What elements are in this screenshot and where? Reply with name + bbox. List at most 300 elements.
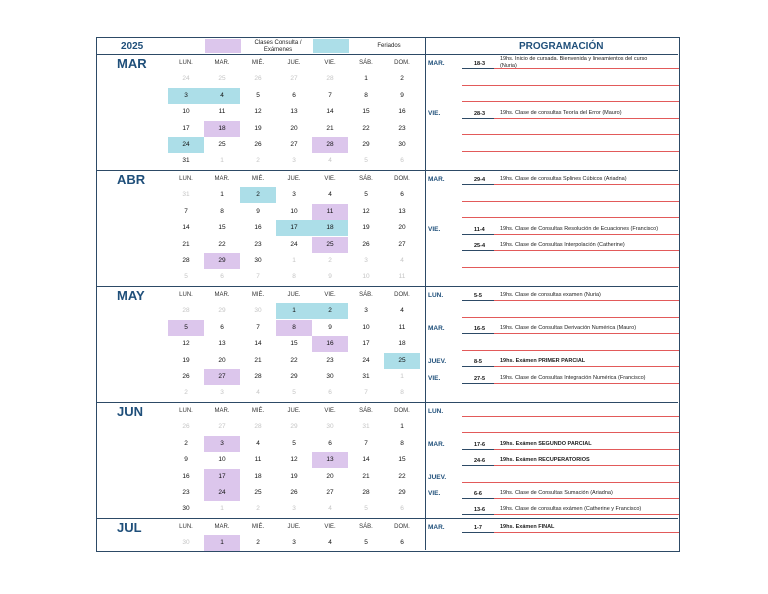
day-cell[interactable]: 3 xyxy=(364,257,368,264)
program-rule xyxy=(462,366,679,367)
program-rule xyxy=(462,300,679,301)
day-cell[interactable]: 29 xyxy=(290,423,298,431)
program-rule xyxy=(462,482,679,483)
day-cell[interactable]: 31 xyxy=(362,423,370,431)
weekday-header: SÁB. xyxy=(359,408,373,414)
day-cell[interactable]: 2 xyxy=(256,539,260,547)
day-cell[interactable]: 14 xyxy=(362,456,370,464)
program-day-label: MAR. xyxy=(428,440,445,448)
program-rule xyxy=(462,333,679,334)
year-label: 2025 xyxy=(121,41,144,52)
day-cell[interactable]: 1 xyxy=(276,303,312,319)
day-cell[interactable]: 24 xyxy=(290,240,298,248)
weekday-header: DOM. xyxy=(394,60,410,66)
day-cell[interactable]: 5 xyxy=(364,157,368,165)
day-cell[interactable]: 5 xyxy=(168,320,204,336)
day-cell[interactable]: 7 xyxy=(256,323,260,331)
program-rule xyxy=(462,465,679,466)
program-rule xyxy=(462,514,679,515)
program-day-label: JUEV. xyxy=(428,473,447,481)
weekday-header: JUE. xyxy=(287,292,301,298)
program-day-label: JUEV. xyxy=(428,358,447,366)
program-rule xyxy=(462,134,679,135)
day-cell[interactable]: 17 xyxy=(204,469,240,485)
day-cell[interactable]: 3 xyxy=(292,157,296,165)
day-cell[interactable]: 25 xyxy=(384,353,420,369)
day-cell[interactable]: 29 xyxy=(290,373,298,380)
day-cell[interactable]: 1 xyxy=(400,373,404,380)
program-rule xyxy=(462,449,679,450)
weekday-header: MAR. xyxy=(214,292,230,298)
day-cell[interactable]: 28 xyxy=(326,75,334,83)
program-entry-text[interactable]: 19hs. Clase de consultas Teoría del Error (Mauro) xyxy=(500,109,622,116)
day-cell[interactable]: 12 xyxy=(362,207,370,215)
weekday-header: MIÉ. xyxy=(251,408,265,414)
day-cell[interactable]: 4 xyxy=(400,307,404,315)
day-cell[interactable]: 28 xyxy=(362,489,370,496)
program-date-underline xyxy=(462,366,494,367)
day-cell[interactable]: 6 xyxy=(328,389,332,397)
day-cell[interactable]: 2 xyxy=(312,303,348,319)
program-title: PROGRAMACIÓN xyxy=(519,41,604,52)
program-day-label: VIE. xyxy=(428,490,441,497)
day-cell[interactable]: 20 xyxy=(326,472,334,480)
day-cell[interactable]: 6 xyxy=(292,91,296,99)
month-name-may: MAY xyxy=(117,288,145,303)
weekday-header: MIÉ. xyxy=(251,524,265,530)
day-cell[interactable]: 13 xyxy=(398,207,406,215)
day-cell[interactable]: 1 xyxy=(292,257,296,264)
day-cell[interactable]: 26 xyxy=(182,423,190,431)
day-cell[interactable]: 30 xyxy=(254,257,262,264)
weekday-header: DOM. xyxy=(394,524,410,530)
program-entry-date: 5-5 xyxy=(474,293,482,299)
program-rule xyxy=(462,267,679,268)
program-rule xyxy=(462,85,679,86)
day-cell[interactable]: 26 xyxy=(254,75,262,83)
day-cell[interactable]: 17 xyxy=(182,124,190,132)
day-cell[interactable]: 17 xyxy=(276,220,312,236)
weekday-header: VIE. xyxy=(324,60,336,66)
weekday-header: DOM. xyxy=(394,292,410,298)
program-date-underline xyxy=(462,383,494,384)
program-date-underline xyxy=(462,449,494,450)
day-cell[interactable]: 29 xyxy=(218,307,226,315)
weekday-header: SÁB. xyxy=(359,176,373,182)
day-cell[interactable]: 16 xyxy=(312,336,348,352)
weekday-header: MAR. xyxy=(214,408,230,414)
day-cell[interactable]: 14 xyxy=(182,224,190,232)
day-cell[interactable]: 29 xyxy=(204,253,240,269)
program-rule xyxy=(462,416,679,417)
day-cell[interactable]: 25 xyxy=(254,489,262,496)
day-cell[interactable]: 8 xyxy=(400,389,404,397)
day-cell[interactable]: 30 xyxy=(182,539,190,547)
day-cell[interactable]: 23 xyxy=(398,124,406,132)
legend-classes-swatch xyxy=(205,39,241,53)
day-cell[interactable]: 23 xyxy=(254,240,262,248)
day-cell[interactable]: 3 xyxy=(292,191,296,199)
program-day-label: VIE. xyxy=(428,375,441,382)
day-cell[interactable]: 13 xyxy=(290,108,298,116)
program-entry-text[interactable]: 19hs. Clase de Consultas Sumación (Ariadna) xyxy=(500,490,613,496)
program-rule xyxy=(462,101,679,102)
weekday-header: VIE. xyxy=(324,408,336,414)
day-cell[interactable]: 7 xyxy=(256,273,260,281)
program-date-underline xyxy=(462,250,494,251)
month-name-jun: JUN xyxy=(117,404,144,419)
day-cell[interactable]: 13 xyxy=(218,340,226,348)
day-cell[interactable]: 15 xyxy=(398,456,406,464)
day-cell[interactable]: 23 xyxy=(182,489,190,496)
program-entry-text[interactable]: 19hs. Clase de Consultas Resolución de Ecuaciones (Francisco) xyxy=(500,225,659,232)
day-cell[interactable]: 2 xyxy=(184,439,188,447)
day-cell[interactable]: 4 xyxy=(400,257,404,264)
program-entry-date: 13-6 xyxy=(474,507,486,514)
day-cell[interactable]: 27 xyxy=(290,141,298,148)
legend-holidays-text: Feriados xyxy=(377,43,401,49)
program-entry-text[interactable]: 19hs. Clase de Consultas Integración Numérica (Francisco) xyxy=(500,375,646,381)
day-cell[interactable]: 5 xyxy=(184,273,188,281)
program-entry-text[interactable]: 19hs. Clase de Consultas Derivación Numérica (Mauro) xyxy=(500,325,637,332)
program-entry-date: 28-3 xyxy=(474,110,486,117)
day-cell[interactable]: 22 xyxy=(362,124,370,132)
day-cell[interactable]: 19 xyxy=(362,224,370,232)
weekday-header: SÁB. xyxy=(359,292,373,298)
program-date-underline xyxy=(462,234,494,235)
day-cell[interactable]: 19 xyxy=(254,124,262,132)
day-cell[interactable]: 5 xyxy=(364,539,368,547)
day-cell[interactable]: 12 xyxy=(254,108,262,116)
day-cell[interactable]: 6 xyxy=(400,505,404,513)
day-cell[interactable]: 26 xyxy=(254,141,262,148)
program-date-underline xyxy=(462,184,494,185)
day-cell[interactable]: 5 xyxy=(256,91,260,99)
day-cell[interactable]: 30 xyxy=(326,373,334,380)
program-date-underline xyxy=(462,498,494,499)
day-cell[interactable]: 11 xyxy=(218,108,226,116)
day-cell[interactable]: 3 xyxy=(220,389,224,397)
day-cell[interactable]: 9 xyxy=(400,91,404,99)
day-cell[interactable]: 6 xyxy=(400,157,404,165)
program-date-underline xyxy=(462,68,494,69)
day-cell[interactable]: 11 xyxy=(398,323,406,331)
day-cell[interactable]: 27 xyxy=(326,489,334,496)
calendar-sheet xyxy=(96,37,680,552)
program-rule xyxy=(462,383,679,384)
day-cell[interactable]: 27 xyxy=(204,369,240,385)
program-day-label: MAR. xyxy=(428,325,445,333)
day-cell[interactable]: 28 xyxy=(312,137,348,153)
day-cell[interactable]: 2 xyxy=(400,75,404,83)
program-entry-text[interactable]: 19hs. Clase de consultas exámen (Catherine y Francisco) xyxy=(500,506,642,513)
day-cell[interactable]: 16 xyxy=(182,472,190,480)
day-cell[interactable]: 6 xyxy=(220,323,224,331)
day-cell[interactable]: 29 xyxy=(398,489,406,496)
program-date-underline xyxy=(462,532,494,533)
center-divider xyxy=(425,38,426,550)
legend-holidays-swatch xyxy=(313,39,349,53)
day-cell[interactable]: 23 xyxy=(326,356,334,364)
weekday-header: SÁB. xyxy=(359,60,373,66)
weekday-header: VIE. xyxy=(324,524,336,530)
day-cell[interactable]: 29 xyxy=(362,141,370,148)
day-cell[interactable]: 19 xyxy=(182,356,190,364)
weekday-header: DOM. xyxy=(394,408,410,414)
weekday-header: JUE. xyxy=(287,408,301,414)
program-rule xyxy=(462,184,679,185)
day-cell[interactable]: 1 xyxy=(204,535,240,551)
program-day-label: VIE. xyxy=(428,109,441,117)
day-cell[interactable]: 18 xyxy=(254,472,262,480)
day-cell[interactable]: 9 xyxy=(328,273,332,281)
day-cell[interactable]: 7 xyxy=(364,439,368,447)
program-day-label: MAR. xyxy=(428,176,445,183)
program-rule xyxy=(462,217,679,218)
day-cell[interactable]: 19 xyxy=(290,472,298,480)
day-cell[interactable]: 1 xyxy=(364,75,368,83)
day-cell[interactable]: 9 xyxy=(256,207,260,215)
day-cell[interactable]: 2 xyxy=(256,505,260,513)
program-entry-date: 6-6 xyxy=(474,491,482,497)
day-cell[interactable]: 7 xyxy=(328,91,332,99)
program-entry-text-cont: (Nuria) xyxy=(500,63,517,69)
day-cell[interactable]: 24 xyxy=(362,356,370,364)
weekday-header: JUE. xyxy=(287,176,301,182)
program-day-label: LUN. xyxy=(428,292,444,299)
day-cell[interactable]: 22 xyxy=(290,356,298,364)
day-cell[interactable]: 7 xyxy=(184,207,188,215)
day-cell[interactable]: 31 xyxy=(362,373,370,380)
day-cell[interactable]: 6 xyxy=(400,539,404,547)
day-cell[interactable]: 27 xyxy=(398,240,406,248)
day-cell[interactable]: 10 xyxy=(182,108,190,116)
day-cell[interactable]: 7 xyxy=(364,389,368,397)
day-cell[interactable]: 16 xyxy=(254,224,262,232)
program-entry-text[interactable]: 19hs. Exámen RECUPERATORIOS xyxy=(500,457,590,464)
day-cell[interactable]: 24 xyxy=(204,485,240,501)
program-entry-date: 11-4 xyxy=(474,226,485,233)
day-cell[interactable]: 26 xyxy=(182,373,190,380)
program-date-underline xyxy=(462,465,494,466)
day-cell[interactable]: 4 xyxy=(328,191,332,199)
day-cell[interactable]: 26 xyxy=(290,489,298,496)
weekday-header: LUN. xyxy=(179,524,193,530)
day-cell[interactable]: 20 xyxy=(218,356,226,364)
day-cell[interactable]: 21 xyxy=(362,472,370,480)
program-day-label: MAR. xyxy=(428,524,445,531)
program-rule xyxy=(462,532,679,533)
day-cell[interactable]: 12 xyxy=(290,456,298,464)
day-cell[interactable]: 1 xyxy=(220,191,224,199)
day-cell[interactable]: 16 xyxy=(398,108,406,116)
day-cell[interactable]: 21 xyxy=(326,124,334,132)
day-cell[interactable]: 8 xyxy=(400,439,404,447)
day-cell[interactable]: 8 xyxy=(364,91,368,99)
program-rule xyxy=(462,201,679,202)
weekday-header: LUN. xyxy=(179,176,193,182)
program-rule xyxy=(462,118,679,119)
day-cell[interactable]: 10 xyxy=(362,273,370,281)
program-entry-date: 1-7 xyxy=(474,525,482,531)
program-entry-text[interactable]: 19hs. Exámen FINAL xyxy=(500,524,555,530)
program-entry-text[interactable]: 19hs. Clase de Consultas Interpolación (Catherine) xyxy=(500,242,625,249)
day-cell[interactable]: 10 xyxy=(362,323,370,331)
day-cell[interactable]: 28 xyxy=(182,307,190,315)
day-cell[interactable]: 2 xyxy=(256,157,260,165)
day-cell[interactable]: 3 xyxy=(292,539,296,547)
day-cell[interactable]: 30 xyxy=(326,423,334,431)
weekday-header: MIÉ. xyxy=(251,292,265,298)
day-cell[interactable]: 15 xyxy=(362,108,370,116)
day-cell[interactable]: 4 xyxy=(328,157,332,165)
day-cell[interactable]: 2 xyxy=(240,187,276,203)
day-cell[interactable]: 5 xyxy=(292,439,296,447)
day-cell[interactable]: 22 xyxy=(218,240,226,248)
day-cell[interactable]: 28 xyxy=(254,423,262,431)
day-cell[interactable]: 27 xyxy=(218,423,226,431)
day-cell[interactable]: 5 xyxy=(292,389,296,397)
month-name-jul: JUL xyxy=(117,520,142,535)
day-cell[interactable]: 24 xyxy=(168,137,204,153)
weekday-header: LUN. xyxy=(179,292,193,298)
day-cell[interactable]: 25 xyxy=(312,237,348,253)
weekday-header: MAR. xyxy=(214,60,230,66)
weekday-header: SÁB. xyxy=(359,524,373,530)
program-entry-date: 16-5 xyxy=(474,326,486,333)
day-cell[interactable]: 30 xyxy=(182,505,190,513)
day-cell[interactable]: 6 xyxy=(400,191,404,199)
program-rule xyxy=(462,250,679,251)
day-cell[interactable]: 4 xyxy=(256,389,260,397)
day-cell[interactable]: 28 xyxy=(254,373,262,380)
legend-classes-text: Clases Consulta / Exámenes xyxy=(254,40,302,53)
day-cell[interactable]: 14 xyxy=(254,340,262,348)
day-cell[interactable]: 6 xyxy=(328,439,332,447)
weekday-header: MIÉ. xyxy=(251,176,265,182)
day-cell[interactable]: 8 xyxy=(220,207,224,215)
day-cell[interactable]: 9 xyxy=(184,456,188,464)
program-entry-date: 24-6 xyxy=(474,458,486,465)
day-cell[interactable]: 1 xyxy=(220,505,224,513)
program-day-label: VIE. xyxy=(428,225,441,233)
day-cell[interactable]: 18 xyxy=(312,220,348,236)
day-cell[interactable]: 22 xyxy=(398,472,406,480)
day-cell[interactable]: 9 xyxy=(328,323,332,331)
program-entry-text[interactable]: 19hs. Exámen PRIMER PARCIAL xyxy=(500,358,586,365)
weekday-header: VIE. xyxy=(324,292,336,298)
day-cell[interactable]: 18 xyxy=(204,121,240,137)
day-cell[interactable]: 5 xyxy=(364,191,368,199)
day-cell[interactable]: 15 xyxy=(290,340,298,348)
day-cell[interactable]: 20 xyxy=(398,224,406,232)
day-cell[interactable]: 2 xyxy=(184,389,188,397)
program-entry-text[interactable]: 19hs. Clase de consultas Splines Cúbicos (Ariadna) xyxy=(500,176,627,182)
day-cell[interactable]: 2 xyxy=(328,257,332,264)
day-cell[interactable]: 3 xyxy=(292,505,296,513)
day-cell[interactable]: 24 xyxy=(182,75,190,83)
program-rule xyxy=(462,317,679,318)
program-entry-date: 29-4 xyxy=(474,177,486,183)
program-entry-text[interactable]: 19hs. Clase de consultas examen (Nuria) xyxy=(500,292,601,298)
day-cell[interactable]: 31 xyxy=(182,157,190,165)
day-cell[interactable]: 5 xyxy=(364,505,368,513)
day-cell[interactable]: 3 xyxy=(364,307,368,315)
day-cell[interactable]: 21 xyxy=(182,240,190,248)
day-cell[interactable]: 4 xyxy=(256,439,260,447)
weekday-header: LUN. xyxy=(179,60,193,66)
weekday-header: JUE. xyxy=(287,524,301,530)
program-day-label: LUN. xyxy=(428,408,444,415)
program-rule xyxy=(462,68,679,69)
program-entry-date: 27-5 xyxy=(474,376,486,382)
day-cell[interactable]: 10 xyxy=(290,207,298,215)
day-cell[interactable]: 27 xyxy=(290,75,298,83)
weekday-header: DOM. xyxy=(394,176,410,182)
day-cell[interactable]: 10 xyxy=(218,456,226,464)
day-cell[interactable]: 8 xyxy=(276,320,312,336)
day-cell[interactable]: 20 xyxy=(290,124,298,132)
program-date-underline xyxy=(462,118,494,119)
day-cell[interactable]: 17 xyxy=(362,340,370,348)
day-cell[interactable]: 11 xyxy=(254,456,262,464)
day-cell[interactable]: 25 xyxy=(218,141,226,148)
program-rule xyxy=(462,432,679,433)
day-cell[interactable]: 6 xyxy=(220,273,224,281)
day-cell[interactable]: 26 xyxy=(362,240,370,248)
weekday-header: MAR. xyxy=(214,176,230,182)
day-cell[interactable]: 4 xyxy=(328,539,332,547)
day-cell[interactable]: 31 xyxy=(182,191,190,199)
program-entry-date: 17-6 xyxy=(474,441,486,448)
day-cell[interactable]: 30 xyxy=(398,141,406,148)
weekday-header: MIÉ. xyxy=(251,60,265,66)
day-cell[interactable]: 4 xyxy=(204,88,240,104)
day-cell[interactable]: 18 xyxy=(398,340,406,348)
day-cell[interactable]: 21 xyxy=(254,356,262,364)
day-cell[interactable]: 30 xyxy=(254,307,262,315)
day-cell[interactable]: 15 xyxy=(218,224,226,232)
program-rule xyxy=(462,350,679,351)
day-cell[interactable]: 3 xyxy=(204,436,240,452)
program-entry-text[interactable]: 19hs. Inicio de cursada. Bienvenida y lineamientos del curso xyxy=(500,56,648,62)
program-date-underline xyxy=(462,333,494,334)
program-day-label: MAR. xyxy=(428,60,445,67)
program-entry-date: 25-4 xyxy=(474,243,486,250)
program-date-underline xyxy=(462,514,494,515)
program-date-underline xyxy=(462,300,494,301)
program-rule xyxy=(462,234,679,235)
day-cell[interactable]: 11 xyxy=(398,273,406,281)
day-cell[interactable]: 1 xyxy=(220,157,224,165)
program-rule xyxy=(462,151,679,152)
program-rule xyxy=(462,498,679,499)
day-cell[interactable]: 8 xyxy=(292,273,296,281)
weekday-header: JUE. xyxy=(287,60,301,66)
day-cell[interactable]: 28 xyxy=(182,257,190,264)
day-cell[interactable]: 4 xyxy=(328,505,332,513)
day-cell[interactable]: 1 xyxy=(400,423,404,431)
day-cell[interactable]: 3 xyxy=(168,88,204,104)
day-cell[interactable]: 12 xyxy=(182,340,190,348)
day-cell[interactable]: 11 xyxy=(312,204,348,220)
weekday-header: LUN. xyxy=(179,408,193,414)
day-cell[interactable]: 14 xyxy=(326,108,334,116)
day-cell[interactable]: 25 xyxy=(218,75,226,83)
month-name-mar: MAR xyxy=(117,56,147,71)
day-cell[interactable]: 13 xyxy=(312,452,348,468)
program-entry-text[interactable]: 19hs. Exámen SEGUNDO PARCIAL xyxy=(500,440,592,447)
